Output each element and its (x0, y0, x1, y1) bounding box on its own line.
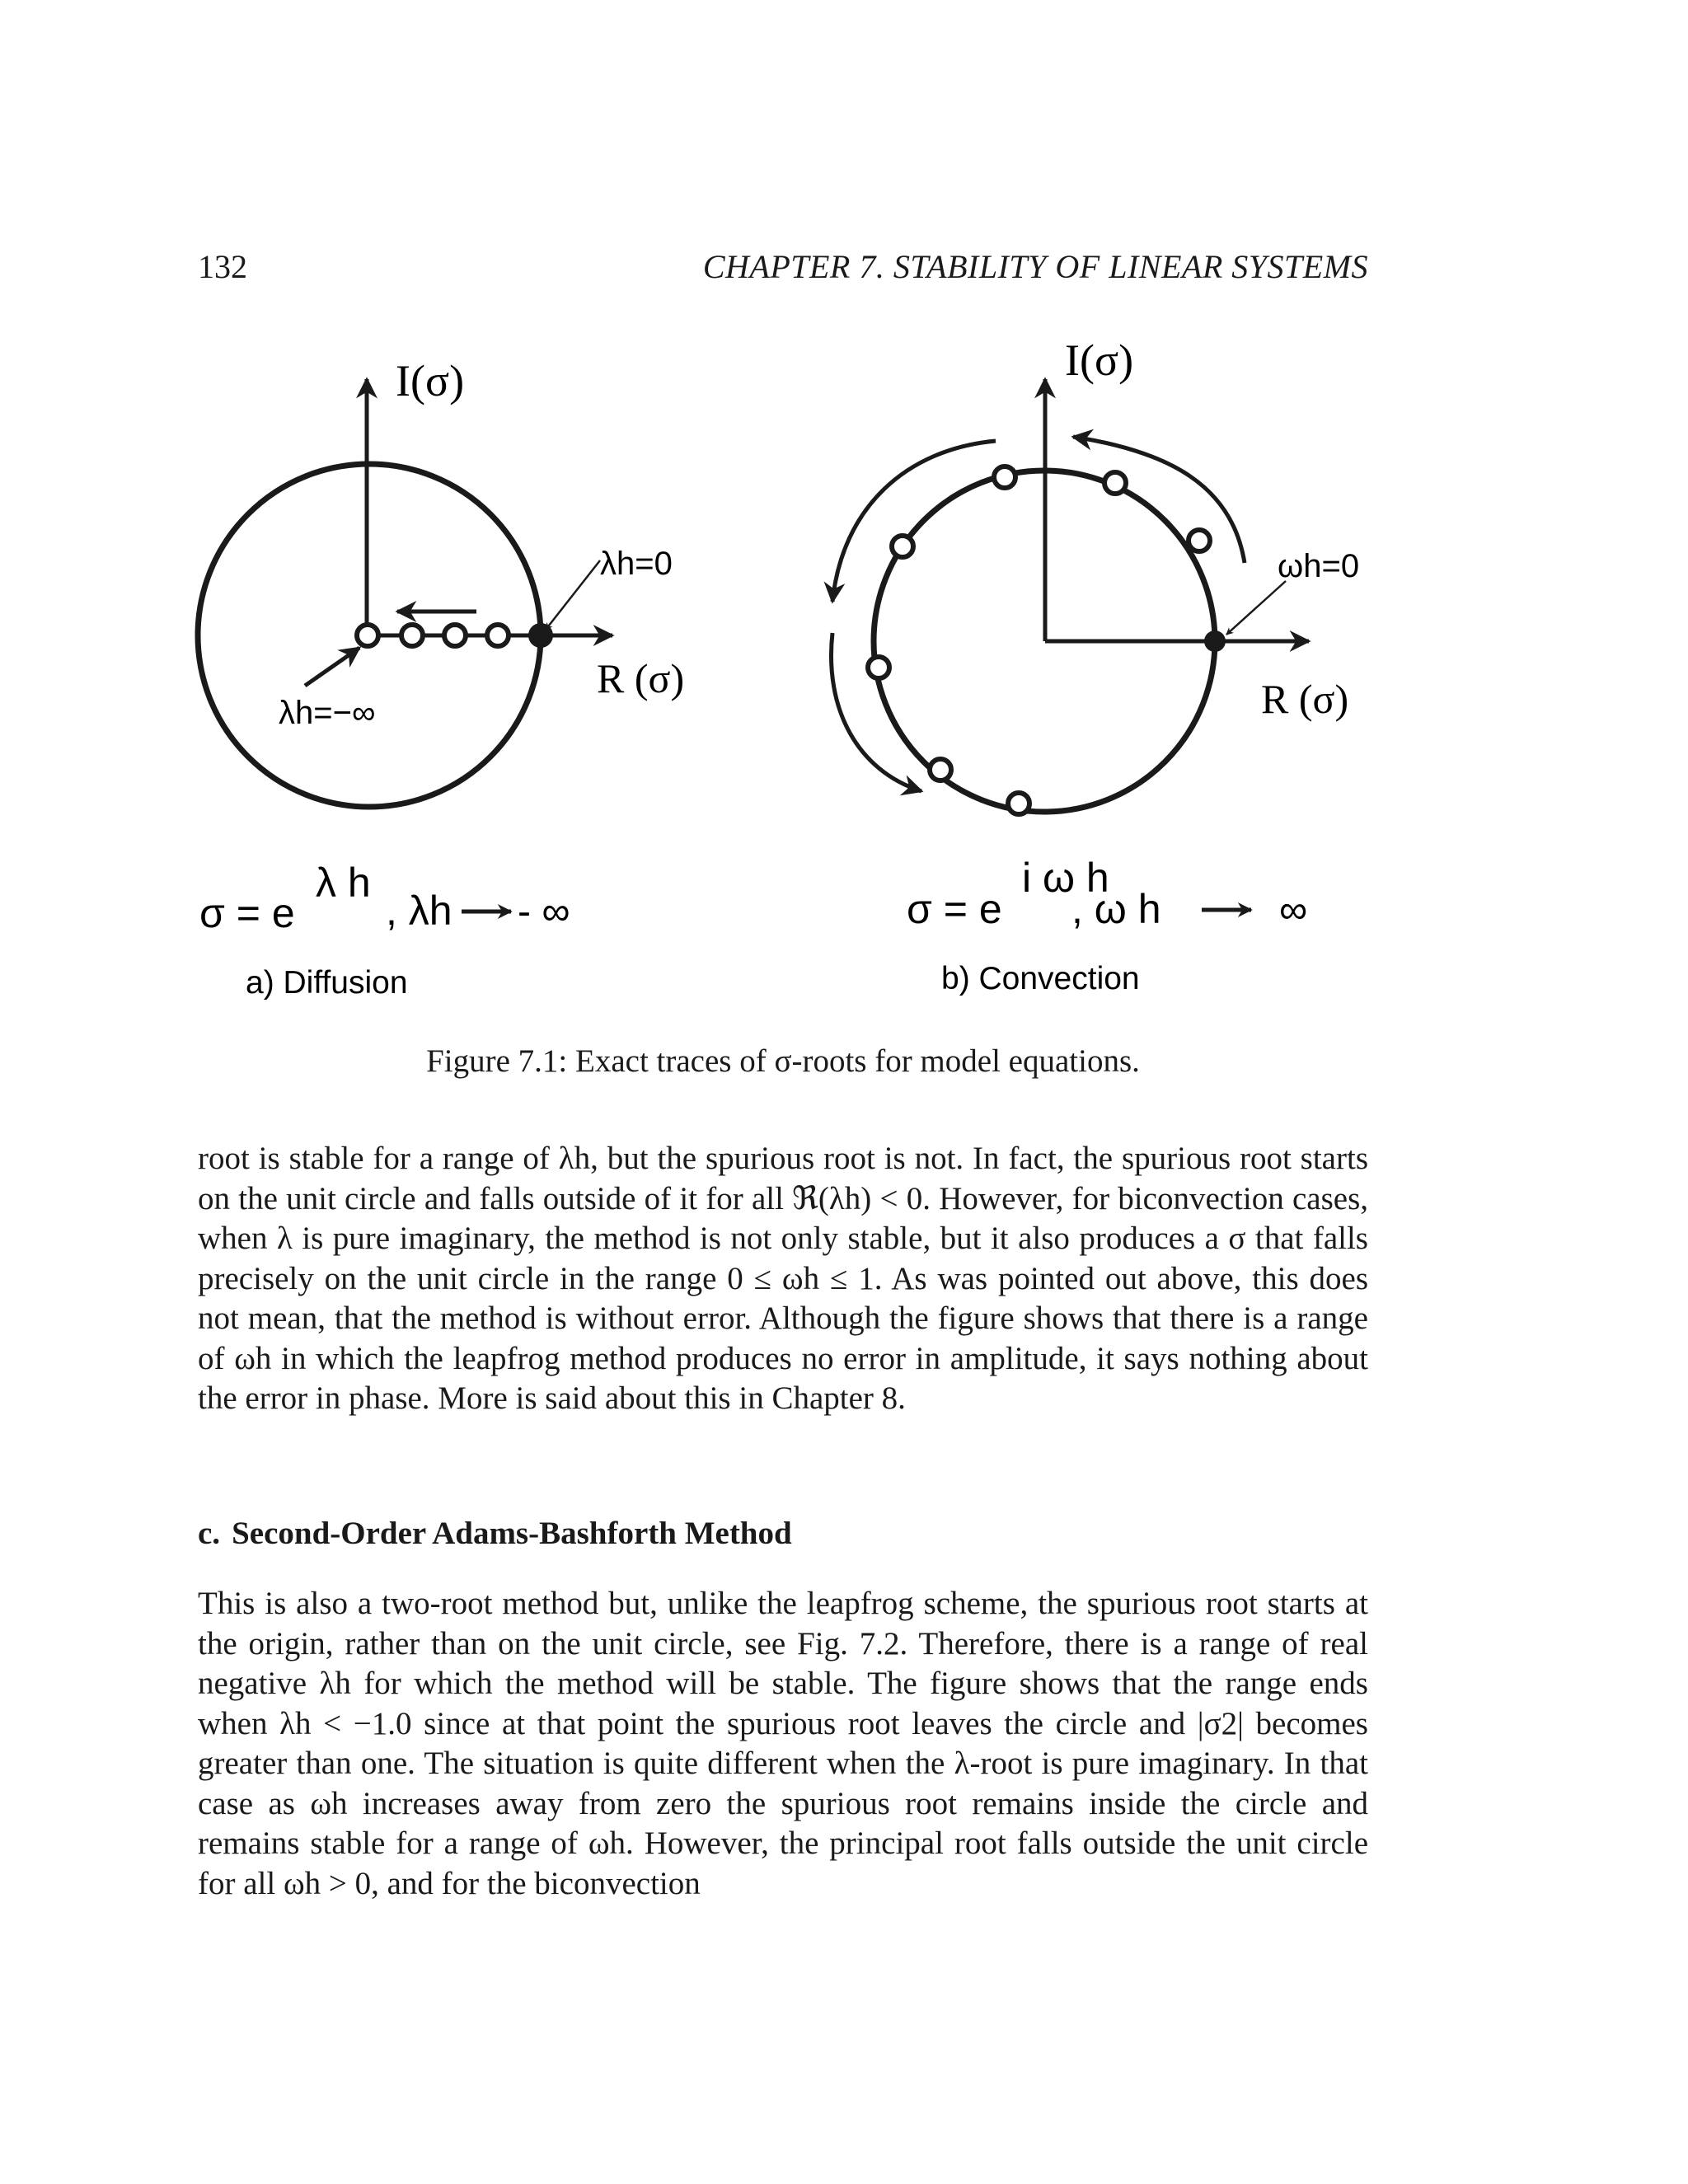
running-head: CHAPTER 7. STABILITY OF LINEAR SYSTEMS (702, 248, 1368, 285)
pointer-lambda-h-neg-inf (305, 648, 359, 686)
root-marker (930, 759, 951, 780)
formula-limit-value-a: - ∞ (518, 890, 570, 934)
real-axis-label-a: R (σ) (597, 655, 685, 701)
formula-limit-a: , λh (386, 888, 452, 934)
pointer-lambda-h-0 (546, 560, 600, 630)
pointer-omega-h-0 (1226, 581, 1286, 635)
subcaption-b: b) Convection (941, 961, 1140, 996)
label-lambda-h-0: λh=0 (600, 546, 673, 582)
page-number: 132 (198, 248, 247, 285)
body-paragraph: root is stable for a range of λh, but the spurious root is not. In fact, the spurious root starts on the unit circle and falls outside of it for all ℜ(λh) < 0. However, for biconvection cases, when λ is pure imaginary, the method is not only stable, but it also produces a σ that falls precisely on the unit circle in the range 0 ≤ ωh ≤ 1. As was pointed out above, this does not mean, that the method is without error. Although the figure shows that there is a range of ωh in which the leapfrog method produces no error in amplitude, it says nothing about the error in phase. More is said about this in Chapter 8. (198, 1141, 1368, 1416)
formula-limit-b: , ω h (1071, 886, 1161, 932)
panel-a-diffusion (198, 356, 684, 1001)
formula-limit-value-b: ∞ (1279, 888, 1308, 932)
root-marker (1189, 530, 1210, 551)
body-paragraph: This is also a two-root method but, unlike the leapfrog scheme, the spurious root starts at the origin, rather than on the unit circle, see Fig. 7.2. Therefore, there is a range of real negative λh for which the method will be stable. The figure shows that the range ends when λh < −1.0 since at that point the spurious root leaves the circle and |σ2| becomes greater than one. The situation is quite different when the λ-root is pure imaginary. In that case as ωh increases away from zero the spurious root remains inside the circle and remains stable for a range of ωh. However, the principal root falls outside the unit circle for all ωh > 0, and for the biconvection (198, 1586, 1368, 1901)
imag-axis-label-b: I(σ) (1065, 335, 1134, 385)
root-marker (401, 625, 423, 646)
section-title: Second-Order Adams-Bashforth Method (232, 1516, 792, 1551)
root-start-dot (1204, 630, 1226, 652)
panel-b-convection (831, 335, 1359, 996)
imag-axis-label-a: I(σ) (396, 356, 465, 405)
figure-7-1 (0, 0, 1688, 1038)
root-marker (892, 536, 913, 557)
label-omega-h-0: ωh=0 (1278, 548, 1360, 584)
formula-exponent-a: λ h (316, 860, 371, 906)
subcaption-a: a) Diffusion (246, 965, 408, 1001)
real-axis-label-b: R (σ) (1261, 676, 1349, 722)
trace-arc-upper-right (1073, 437, 1245, 563)
root-marker (1008, 793, 1029, 814)
formula-exponent-b: i ω h (1022, 855, 1109, 901)
root-marker (1104, 472, 1126, 494)
trace-arc-upper-left (832, 441, 996, 602)
formula-base-a: σ = e (199, 890, 295, 936)
root-marker (444, 625, 466, 646)
figure-caption: Figure 7.1: Exact traces of σ-roots for model equations. (426, 1043, 1140, 1079)
section-heading (198, 1515, 792, 1552)
section-label: c. (198, 1516, 221, 1551)
root-start-dot (531, 625, 552, 646)
root-marker (487, 625, 509, 646)
root-marker (357, 625, 378, 646)
formula-base-b: σ = e (907, 886, 1002, 932)
root-marker (868, 657, 889, 678)
root-marker (994, 466, 1015, 488)
label-lambda-h-neg-inf: λh=−∞ (279, 695, 376, 731)
